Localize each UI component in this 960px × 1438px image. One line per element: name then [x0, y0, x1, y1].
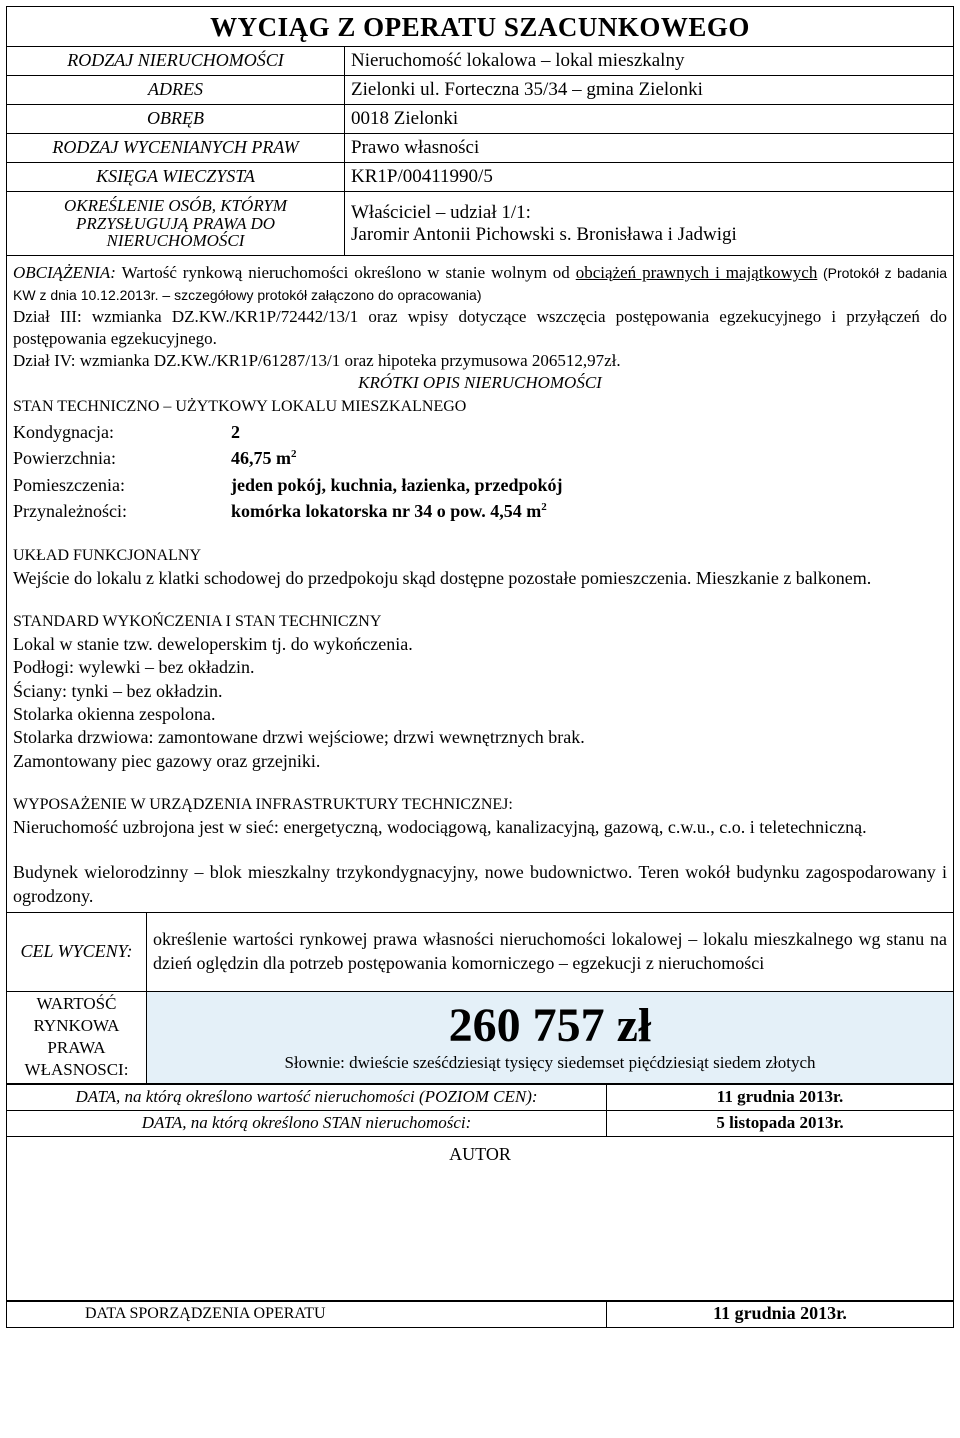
owners-row — [7, 192, 954, 256]
tech-row — [13, 472, 947, 498]
header-label: RODZAJ NIERUCHOMOŚCI — [7, 47, 345, 76]
encumbrances-link[interactable]: obciążeń prawnych i majątkowych — [575, 263, 818, 282]
standard-heading: STANDARD WYKOŃCZENIA I STAN TECHNICZNY — [13, 612, 382, 630]
footer-value: 11 grudnia 2013r. — [607, 1301, 954, 1327]
document-title: WYCIĄG Z OPERATU SZACUNKOWEGO — [6, 6, 954, 46]
dates-table — [6, 1084, 954, 1137]
date-label: DATA, na którą określono wartość nieruchomości (POZIOM CEN): — [7, 1084, 607, 1110]
tech-value: jeden pokój, kuchnia, łazienka, przedpokój — [231, 474, 563, 495]
date-value: 5 listopada 2013r. — [607, 1110, 954, 1136]
header-label: OBRĘB — [7, 105, 345, 134]
header-label: KSIĘGA WIECZYSTA — [7, 163, 345, 192]
equipment-heading: WYPOSAŻENIE W URZĄDZENIA INFRASTRUKTURY TECHNICZNEJ: — [13, 796, 513, 814]
equipment-text: Nieruchomość uzbrojona jest w sieć: energetyczną, wodociągową, kanalizacyjną, gazową, c.w.u., c.o. i teletechniczną. — [13, 816, 867, 837]
owners-line-2: Jaromir Antonii Pichowski s. Bronisława i Jadwigi — [351, 223, 737, 245]
purpose-row — [7, 913, 954, 991]
header-label: RODZAJ WYCENIANYCH PRAW — [7, 134, 345, 163]
tech-value-area — [231, 445, 297, 471]
header-value: Prawo własności — [345, 134, 954, 163]
short-desc-title: KRÓTKI OPIS NIERUCHOMOŚCI — [358, 373, 602, 393]
owners-label: OKREŚLENIE OSÓB, KTÓRYM PRZYSŁUGUJĄ PRAWA DO NIERUCHOMOŚCI — [7, 192, 345, 256]
header-value: Zielonki ul. Forteczna 35/34 – gmina Zielonki — [345, 76, 954, 105]
area-unit-exponent: 2 — [291, 448, 297, 461]
building-text: Budynek wielorodzinny – blok mieszkalny trzykondygnacyjny, nowe budownictwo. Teren wokół budynku zagospodarowany i ogrodzony. — [13, 862, 947, 906]
document — [6, 6, 954, 1328]
date-row — [7, 1110, 954, 1136]
owners-value — [345, 192, 954, 256]
header-value: Nieruchomość lokalowa – lokal mieszkalny — [345, 47, 954, 76]
author-box — [6, 1137, 954, 1301]
layout-text: Wejście do lokalu z klatki schodowej do przedpokoju skąd dostępne pozostałe pomieszczenia. Mieszkanie z balkonem. — [13, 567, 872, 588]
encumbrances-dzial-4: Dział IV: wzmianka DZ.KW./KR1P/61287/13/1 oraz hipoteka przymusowa 206512,97zł. — [13, 351, 621, 371]
footer-row — [7, 1301, 954, 1327]
standard-line: Stolarka drzwiowa: zamontowane drzwi wejściowe; drzwi wewnętrznych brak. — [13, 727, 585, 748]
value-words: Słownie: dwieście sześćdziesiąt tysięcy siedemset pięćdziesiąt siedem złotych — [284, 1053, 816, 1073]
tech-value: 2 — [231, 422, 240, 443]
tech-rows — [13, 419, 947, 523]
tech-value: komórka lokatorska nr 34 o pow. 4,54 m — [231, 500, 542, 521]
encumbrances-text-1: Wartość rynkową nieruchomości określono w stanie wolnym od — [115, 263, 576, 282]
standard-line: Lokal w stanie tzw. deweloperskim tj. do wykończenia. — [13, 633, 413, 654]
standard-list — [13, 633, 947, 773]
header-row — [7, 47, 954, 76]
value-cell — [147, 991, 954, 1083]
header-label: ADRES — [7, 76, 345, 105]
standard-line: Zamontowany piec gazowy oraz grzejniki. — [13, 750, 321, 771]
header-table — [6, 46, 954, 256]
tech-row — [13, 498, 947, 524]
encumbrances-dzial-3: Dział III: wzmianka DZ.KW./KR1P/72442/13/1 oraz wpisy dotyczące wszczęcia postępowania egzekucyjnego i przyłączeń do postępowania egzekucyjnego. — [13, 307, 947, 349]
layout-heading: UKŁAD FUNKCJONALNY — [13, 546, 201, 564]
encumbrances-label: OBCIĄŻENIA: — [13, 263, 116, 282]
footer-label: DATA SPORZĄDZENIA OPERATU — [7, 1301, 607, 1327]
value-row — [7, 991, 954, 1083]
tech-value: 46,75 m — [231, 448, 291, 469]
owners-line-1: Właściciel – udział 1/1: — [351, 201, 531, 223]
date-row — [7, 1084, 954, 1110]
standard-line: Ściany: tynki – bez okładzin. — [13, 680, 223, 701]
tech-heading: STAN TECHNICZNO – UŻYTKOWY LOKALU MIESZKALNEGO — [13, 397, 467, 415]
header-row — [7, 105, 954, 134]
header-row — [7, 134, 954, 163]
tech-key: Kondygnacja: — [13, 422, 114, 443]
tech-key: Przynależności: — [13, 500, 127, 521]
tech-key: Pomieszczenia: — [13, 474, 125, 495]
date-value: 11 grudnia 2013r. — [607, 1084, 954, 1110]
standard-line: Podłogi: wylewki – bez okładzin. — [13, 657, 255, 678]
value-amount: 260 757 zł — [448, 998, 652, 1052]
encumbrances — [13, 262, 947, 372]
date-label: DATA, na którą określono STAN nieruchomości: — [7, 1110, 607, 1136]
tech-key: Powierzchnia: — [13, 448, 116, 469]
purpose-text: określenie wartości rynkowej prawa własności nieruchomości lokalowej – lokalu mieszkalnego wg stanu na dzień oględzin dla potrzeb postępowania komorniczego – egzekucji z nieruchomości — [147, 913, 954, 991]
encumbrances-text-2: (Protokół z badania KW z dnia 10.12.2013r. – szczegółowy protokół załączono do opracowania) — [13, 265, 947, 304]
storage-unit-exponent: 2 — [541, 500, 547, 513]
standard-line: Stolarka okienna zespolona. — [13, 703, 216, 724]
purpose-value-table — [6, 913, 954, 1084]
purpose-label: CEL WYCENY: — [7, 913, 147, 991]
header-row — [7, 163, 954, 192]
footer-table — [6, 1301, 954, 1328]
tech-value-storage — [231, 498, 547, 524]
tech-row — [13, 445, 947, 471]
author-label: AUTOR — [449, 1143, 511, 1164]
value-label: WARTOŚĆ RYNKOWA PRAWA WŁASNOSCI: — [7, 991, 147, 1083]
tech-row — [13, 419, 947, 445]
header-value: KR1P/00411990/5 — [345, 163, 954, 192]
content-box — [6, 256, 954, 913]
header-value: 0018 Zielonki — [345, 105, 954, 134]
header-row — [7, 76, 954, 105]
